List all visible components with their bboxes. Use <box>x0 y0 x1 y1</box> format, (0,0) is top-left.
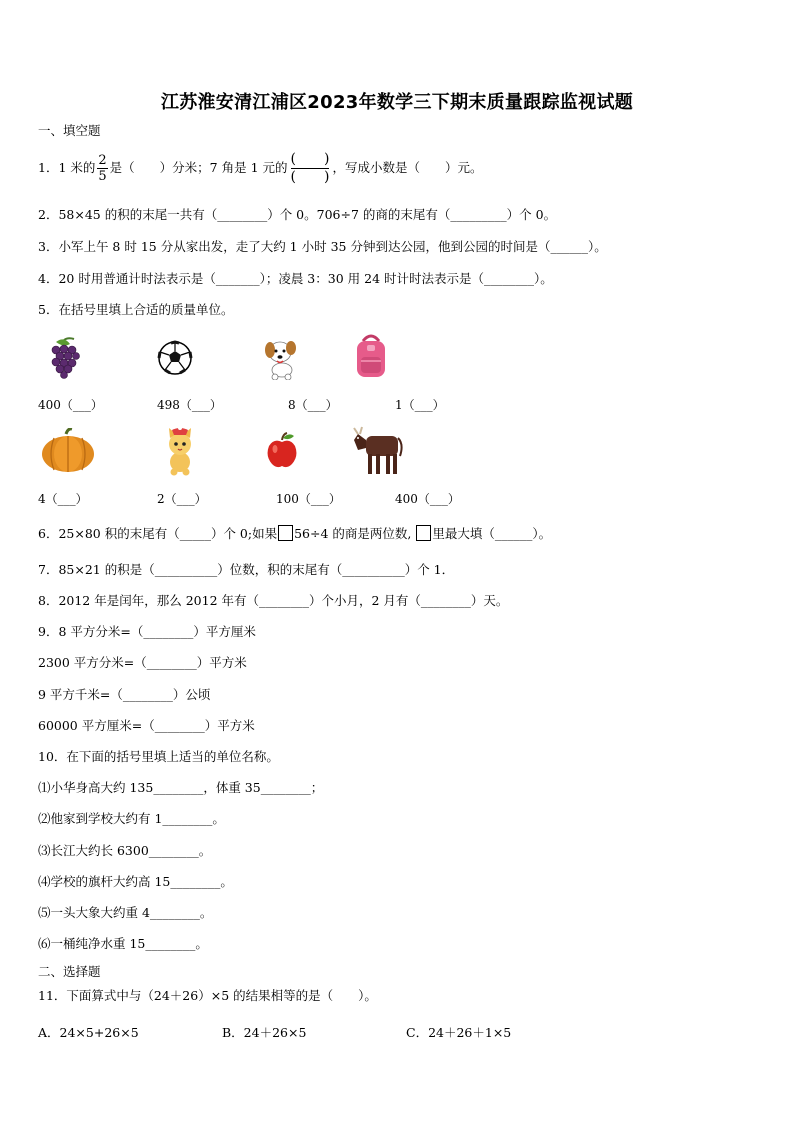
question-8: 8．2012 年是闰年，那么 2012 年有（________）个小月，2 月有（________）天。 <box>38 593 509 608</box>
option-c[interactable]: C．24＋26＋1×5 <box>406 1025 512 1040</box>
question-10-1: ⑴小华身高大约 135________，体重 35________； <box>38 780 324 795</box>
mass-label-pumpkin: 4（___） <box>38 492 88 506</box>
question-9c: 9 平方千米=（________）公顷 <box>38 687 211 702</box>
kitten-icon <box>160 426 200 476</box>
fraction-two-fifths <box>97 153 107 184</box>
mass-label-ball: 498（___） <box>157 398 222 412</box>
option-b[interactable]: B．24＋26×5 <box>222 1025 307 1040</box>
soccer-ball-icon <box>157 340 193 376</box>
question-10-5: ⑸一头大象大约重 4________。 <box>38 905 213 920</box>
question-10-2: ⑵他家到学校大约有 1________。 <box>38 811 225 826</box>
question-9a: 9．8 平方分米=（________）平方厘米 <box>38 624 256 639</box>
question-11: 11．下面算式中与（24＋26）×5 的结果相等的是（ ）。 <box>38 988 377 1003</box>
question-5: 5．在括号里填上合适的质量单位。 <box>38 302 234 317</box>
fraction-numerator: 2 <box>98 152 107 168</box>
q6-text-a: 6．25×80 积的末尾有（_____）个 0;如果 <box>38 526 278 541</box>
question-2: 2．58×45 的积的末尾一共有（________）个 0。706÷7 的商的末尾有（_________）个 0。 <box>38 207 557 222</box>
blank-box[interactable] <box>278 525 293 541</box>
q6-text-b: 56÷4 的商是两位数, <box>294 526 412 541</box>
question-9b: 2300 平方分米=（________）平方米 <box>38 655 247 670</box>
question-6 <box>38 525 551 542</box>
question-9d: 60000 平方厘米=（________）平方米 <box>38 718 255 733</box>
question-10-3: ⑶长江大约长 6300________。 <box>38 843 212 858</box>
q6-text-c: 里最大填（______）。 <box>432 526 552 541</box>
question-10-4: ⑷学校的旗杆大约高 15________。 <box>38 874 233 889</box>
blank-box[interactable] <box>416 525 431 541</box>
mass-label-backpack: 1（___） <box>395 398 445 412</box>
apple-icon <box>266 432 298 468</box>
blank-denominator: ( ) <box>290 168 330 185</box>
question-10-6: ⑹一桶纯净水重 15________。 <box>38 936 208 951</box>
blank-numerator: ( ) <box>290 150 330 167</box>
q1-text-b: 是（ ）分米；7 角是 1 元的 <box>109 160 288 175</box>
cow-icon <box>352 422 404 478</box>
option-a[interactable]: A．24×5+26×5 <box>38 1025 139 1040</box>
q1-text-a: 1．1 米的 <box>38 160 96 175</box>
question-7: 7．85×21 的积是（__________）位数，积的末尾有（__________）个 1． <box>38 562 455 577</box>
mass-label-apple: 100（___） <box>276 492 341 506</box>
mass-label-puppy: 8（___） <box>288 398 338 412</box>
page-title: 江苏淮安清江浦区2023年数学三下期末质量跟踪监视试题 <box>160 92 634 113</box>
question-10: 10．在下面的括号里填上适当的单位名称。 <box>38 749 279 764</box>
fraction-denominator: 5 <box>98 168 107 184</box>
puppy-icon <box>262 336 302 380</box>
pumpkin-icon <box>40 428 96 474</box>
question-3: 3．小军上午 8 时 15 分从家出发，走了大约 1 小时 35 分钟到达公园，他到公园的时间是（______）。 <box>38 239 607 254</box>
blank-fraction[interactable] <box>291 151 330 186</box>
question-1 <box>38 146 482 190</box>
q1-text-c: ，写成小数是（ ）元。 <box>332 160 483 175</box>
mass-label-grapes: 400（___） <box>38 398 103 412</box>
mass-label-cow: 400（___） <box>395 492 460 506</box>
section-heading-fill-in: 一、填空题 <box>38 123 101 138</box>
section-heading-multiple-choice: 二、选择题 <box>38 964 101 979</box>
backpack-icon <box>353 333 389 379</box>
mass-label-kitten: 2（___） <box>157 492 207 506</box>
question-4: 4．20 时用普通计时法表示是（_______）；凌晨 3：30 用 24 时计时法表示是（________）。 <box>38 271 553 286</box>
grapes-icon <box>46 336 82 380</box>
